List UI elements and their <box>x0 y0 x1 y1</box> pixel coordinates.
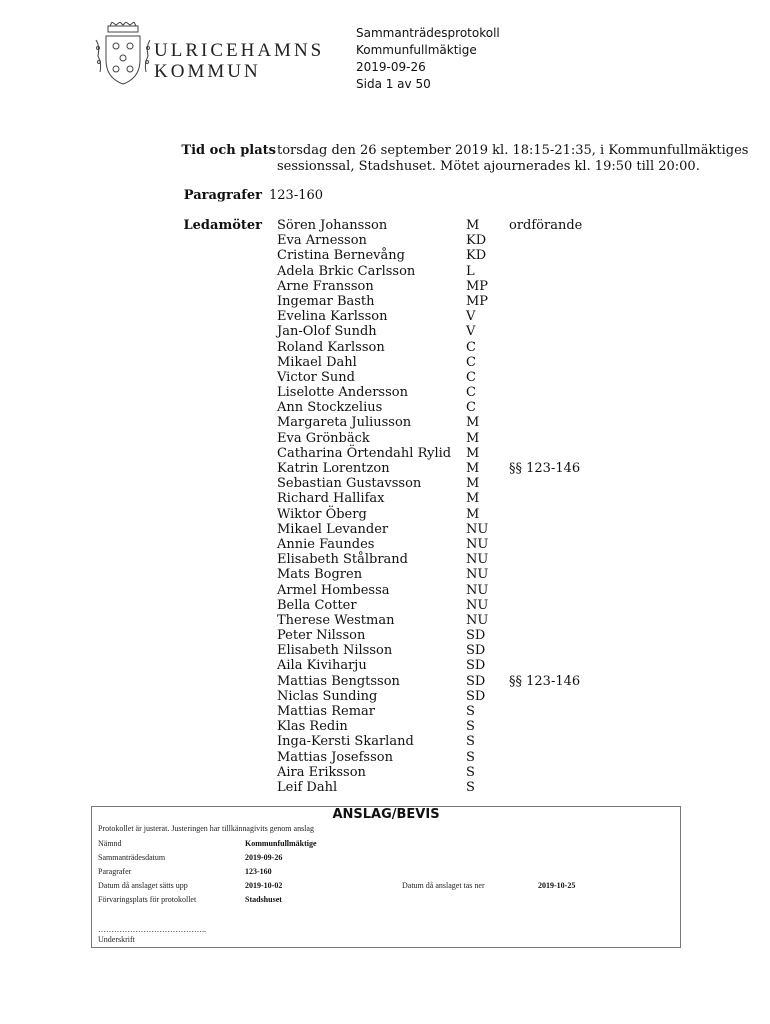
member-party: MP <box>466 293 489 309</box>
member-party: M <box>466 430 480 446</box>
document-type: Sammanträdesprotokoll <box>356 26 500 40</box>
member-party: SD <box>466 688 486 704</box>
anslag-intro: Protokollet är justerat. Justeringen har tillkännagivits genom anslag <box>98 824 314 833</box>
member-party: SD <box>466 628 486 644</box>
tas-ner-value: 2019-10-25 <box>538 881 576 890</box>
member-name: Mats Bogren <box>277 567 363 583</box>
member-name: Mattias Bengtsson <box>277 673 400 689</box>
page-number: Sida 1 av 50 <box>356 77 431 91</box>
member-party: C <box>466 400 476 416</box>
member-note: §§ 123-146 <box>509 673 581 689</box>
paragrafer-box-value: 123-160 <box>245 867 272 876</box>
member-party: C <box>466 369 476 385</box>
member-party: NU <box>466 552 489 568</box>
namnd-label: Nämnd <box>98 839 122 848</box>
member-name: Richard Hallifax <box>277 491 385 507</box>
member-party: SD <box>466 643 486 659</box>
member-name: Ingemar Basth <box>277 293 375 309</box>
member-name: Elisabeth Nilsson <box>277 643 393 659</box>
member-name: Elisabeth Stålbrand <box>277 552 408 568</box>
member-name: Aila Kiviharju <box>277 658 367 674</box>
tid-label: Tid och plats <box>181 143 276 158</box>
member-party: M <box>466 476 480 492</box>
member-party: M <box>466 415 480 431</box>
member-party: M <box>466 218 480 233</box>
member-party: V <box>466 324 476 340</box>
sammantradesdatum-label: Sammanträdesdatum <box>98 853 166 862</box>
forvaring-value: Stadshuset <box>245 895 282 904</box>
member-name: Catharina Örtendahl Rylid <box>277 445 452 461</box>
member-party: C <box>466 385 476 401</box>
member-name: Peter Nilsson <box>277 628 366 644</box>
member-party: C <box>466 354 476 370</box>
document-date: 2019-09-26 <box>356 60 426 74</box>
document-header <box>356 25 500 93</box>
member-name: Bella Cotter <box>277 597 357 613</box>
member-note: §§ 123-146 <box>509 461 581 476</box>
member-name: Sören Johansson <box>277 218 388 233</box>
member-name: Annie Faundes <box>277 536 375 552</box>
member-name: Arne Fransson <box>277 278 374 294</box>
member-party: M <box>466 461 480 476</box>
member-party: NU <box>466 582 489 598</box>
anslag-box <box>91 806 681 948</box>
member-name: Liselotte Andersson <box>277 385 408 401</box>
member-name: Mikael Dahl <box>277 354 357 370</box>
paragrafer-label: Paragrafer <box>183 188 262 203</box>
member-name: Adela Brkic Carlsson <box>277 263 416 279</box>
member-name: Aira Eriksson <box>277 764 366 780</box>
paragrafer-value: 123-160 <box>269 188 324 203</box>
sammantradesdatum-value: 2019-09-26 <box>245 853 283 862</box>
member-name: Niclas Sunding <box>277 688 378 704</box>
member-name: Mattias Remar <box>277 704 375 719</box>
member-name: Inga-Kersti Skarland <box>277 734 414 750</box>
member-party: NU <box>466 597 489 613</box>
member-party: S <box>466 749 475 765</box>
member-name: Leif Dahl <box>277 779 338 795</box>
member-name: Ann Stockzelius <box>277 400 383 416</box>
anslag-title: ANSLAG/BEVIS <box>332 807 440 822</box>
member-party: NU <box>466 536 489 552</box>
satts-upp-value: 2019-10-02 <box>245 881 283 890</box>
member-party: SD <box>466 673 486 689</box>
paragrafer-box-label: Paragrafer <box>98 867 132 876</box>
member-party: KD <box>466 248 487 264</box>
ledamoter-label: Ledamöter <box>183 218 262 233</box>
municipality-logo <box>92 22 332 90</box>
member-name: Roland Karlsson <box>277 339 385 355</box>
tid-line-2: sessionssal, Stadshuset. Mötet ajournerades kl. 19:50 till 20:00. <box>277 159 700 174</box>
member-name: Klas Redin <box>277 719 348 735</box>
forvaring-label: Förvaringsplats för protokollet <box>98 895 197 904</box>
member-party: KD <box>466 233 487 249</box>
signature-line: ………………………………….. <box>98 925 206 934</box>
member-party: S <box>466 719 475 735</box>
logo-wordmark <box>154 40 324 82</box>
member-party: S <box>466 704 475 719</box>
signature-label: Underskrift <box>98 935 135 944</box>
member-note: ordförande <box>509 218 583 233</box>
member-name: Armel Hombessa <box>277 582 390 598</box>
logo-line-2: KOMMUN <box>154 61 261 82</box>
satts-upp-label: Datum då anslaget sätts upp <box>98 881 188 890</box>
logo-line-1: ULRICEHAMNS <box>154 40 325 61</box>
member-name: Jan-Olof Sundh <box>277 324 377 340</box>
member-party: V <box>466 309 476 325</box>
member-name: Mikael Levander <box>277 521 389 537</box>
member-name: Cristina Bernevång <box>277 248 405 264</box>
member-party: M <box>466 506 480 522</box>
tid-line-1: torsdag den 26 september 2019 kl. 18:15-21:35, i Kommunfullmäktiges <box>277 143 749 158</box>
member-party: S <box>466 734 475 750</box>
member-name: Victor Sund <box>277 369 355 385</box>
member-party: S <box>466 779 475 795</box>
tid-value <box>277 143 748 175</box>
member-name: Wiktor Öberg <box>277 506 367 522</box>
member-name: Mattias Josefsson <box>277 749 393 765</box>
member-party: L <box>466 263 475 279</box>
member-party: M <box>466 491 480 507</box>
tas-ner-label: Datum då anslaget tas ner <box>402 881 485 890</box>
member-party: SD <box>466 658 486 674</box>
member-party: S <box>466 764 475 780</box>
member-name: Eva Arnesson <box>277 233 367 249</box>
member-party: NU <box>466 521 489 537</box>
member-name: Eva Grönbäck <box>277 430 370 446</box>
member-name: Therese Westman <box>277 612 395 628</box>
member-party: NU <box>466 612 489 628</box>
member-party: M <box>466 445 480 461</box>
namnd-value: Kommunfullmäktige <box>245 839 317 848</box>
member-name: Margareta Juliusson <box>277 415 412 431</box>
document-body: Kommunfullmäktige <box>356 43 477 57</box>
member-party: NU <box>466 567 489 583</box>
member-name: Sebastian Gustavsson <box>277 476 422 492</box>
member-name: Evelina Karlsson <box>277 309 388 325</box>
crest-icon <box>92 22 154 86</box>
member-name: Katrin Lorentzon <box>277 461 390 476</box>
member-party: MP <box>466 278 489 294</box>
member-party: C <box>466 339 476 355</box>
